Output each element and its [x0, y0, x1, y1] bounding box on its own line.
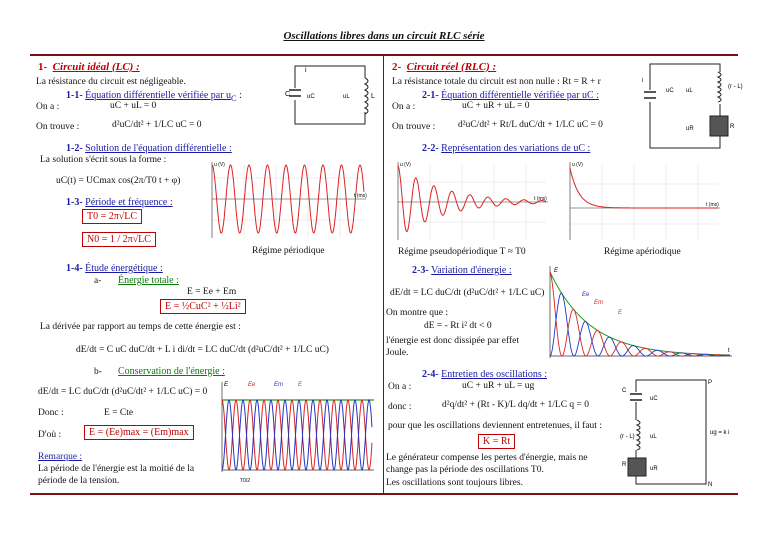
regime-aper-caption: Régime apériodique — [604, 247, 681, 257]
svg-text:t (ms): t (ms) — [706, 202, 719, 208]
ontrouve-label-rlc: On trouve : — [392, 122, 436, 132]
svg-text:uL: uL — [343, 94, 350, 100]
subsection-2-1: 2-1- Équation différentielle vérifiée par uC : — [422, 90, 599, 101]
top-rule — [30, 54, 738, 56]
svg-text:t (ms): t (ms) — [354, 193, 367, 199]
solution-text: La solution s'écrit sous la forme : — [40, 155, 167, 165]
svg-text:u (V): u (V) — [400, 162, 411, 168]
sub-b-label: b- — [94, 367, 102, 377]
svg-text:(r - L): (r - L) — [620, 434, 635, 440]
svg-text:L: L — [371, 93, 375, 100]
bottom-rule — [30, 493, 738, 495]
column-divider — [383, 56, 384, 493]
svg-text:uL: uL — [650, 434, 657, 440]
svg-text:C: C — [285, 91, 291, 98]
derivative-eq: dE/dt = C uC duC/dt + L i di/dt = LC duC/dt (d²uC/dt² + 1/LC uC) — [76, 345, 329, 355]
svg-text:(r - L): (r - L) — [728, 84, 743, 90]
subsection-2-4: 2-4- Entretien des oscillations : — [422, 369, 547, 380]
svg-text:ug = k i: ug = k i — [710, 430, 730, 436]
remarque-line-2: période de la tension. — [38, 476, 120, 486]
svg-text:E: E — [224, 382, 229, 388]
svg-text:E: E — [298, 382, 303, 388]
subsection-1-3: 1-3- Période et fréquence : — [66, 197, 173, 208]
intro-text-rlc: La résistance totale du circuit est non nulle : Rt = R + r — [392, 77, 601, 87]
pseudoperiodic-plot — [390, 158, 550, 244]
donc-label-rlc: donc : — [388, 402, 412, 412]
generator-line-3: Les oscillations sont toujours libres. — [386, 478, 523, 488]
ontrouve-label: On trouve : — [36, 122, 80, 132]
energy-decrease-eq: dE = - Rt i² dt < 0 — [424, 321, 492, 331]
svg-text:C: C — [622, 388, 627, 394]
lc-circuit-diagram — [285, 58, 381, 130]
dissipation-line-1: l'énergie est donc dissipée par effet — [386, 336, 519, 346]
damped-energy-plot — [546, 262, 738, 366]
energy-sum: E = Ee + Em — [187, 287, 237, 297]
period-box: T0 = 2π√LC — [82, 209, 142, 224]
svg-text:uR: uR — [686, 126, 694, 132]
svg-text:Em: Em — [274, 382, 283, 388]
ona-label-rlc: On a : — [392, 102, 416, 112]
page-title: Oscillations libres dans un circuit RLC série — [283, 30, 485, 42]
subsection-1-1: 1-1- Équation différentielle vérifiée par $u_C$ : — [66, 90, 242, 103]
generator-line-2: change pas la période des oscillations T0. — [386, 465, 544, 475]
dissipation-line-2: Joule. — [386, 348, 409, 358]
subsection-1-4: 1-4- Étude énergétique : — [66, 263, 163, 274]
eq-sum-rlc: uC + uR + uL = 0 — [462, 101, 530, 111]
svg-text:t: t — [728, 348, 730, 354]
svg-text:N: N — [708, 482, 713, 488]
remarque-heading: Remarque : — [38, 452, 83, 462]
svg-text:u (V): u (V) — [572, 162, 583, 168]
section-1-heading: 1- Circuit idéal (LC) : — [38, 61, 140, 73]
svg-text:T0/2: T0/2 — [240, 478, 251, 484]
sub-a-title: Énergie totale : — [118, 275, 179, 286]
eq-diff-rlc: d²uC/dt² + Rt/L duC/dt + 1/LC uC = 0 — [458, 120, 603, 130]
svg-text:E: E — [618, 310, 623, 316]
svg-text:i: i — [305, 67, 307, 74]
dou-label: D'où : — [38, 430, 62, 440]
svg-text:uC: uC — [666, 88, 674, 94]
sub-a-label: a- — [94, 276, 102, 286]
charge-diff-eq: d²q/dt² + (Rt - K)/L dq/dt + 1/LC q = 0 — [442, 400, 590, 410]
eq-sum-generator: uC + uR + uL = ug — [462, 381, 535, 391]
svg-text:t (ms): t (ms) — [534, 196, 547, 202]
svg-text:u (V): u (V) — [214, 162, 225, 168]
aperiodic-plot — [562, 158, 722, 244]
svg-text:uC: uC — [307, 94, 315, 100]
sub-b-title: Conservation de l'énergie : — [118, 366, 225, 377]
conservation-eq: dE/dt = LC duC/dt (d²uC/dt² + 1/LC uC) = 0 — [38, 387, 208, 397]
svg-text:P: P — [708, 380, 713, 386]
energy-exchange-plot — [218, 376, 378, 488]
periodic-regime-plot — [204, 158, 374, 242]
maintained-circuit-diagram — [622, 374, 738, 490]
derivative-text: La dérivée par rapport au temps de cette énergie est : — [40, 322, 241, 332]
svg-text:Ee: Ee — [248, 382, 256, 388]
energy-formula-box: E = ½CuC² + ½Li² — [160, 299, 246, 314]
montre-label: On montre que : — [386, 308, 449, 318]
svg-text:uL: uL — [686, 88, 693, 94]
intro-text: La résistance du circuit est négligeable. — [36, 77, 186, 87]
regime-periodique-caption: Régime périodique — [252, 246, 325, 256]
solution-eq: uC(t) = UCmax cos(2π/T0 t + φ) — [56, 176, 181, 186]
k-equals-rt-box: K = Rt — [478, 434, 515, 449]
ona-label: On a : — [36, 102, 60, 112]
svg-text:R: R — [730, 124, 735, 130]
svg-text:E: E — [554, 268, 559, 274]
section-2-heading: 2- Circuit réel (RLC) : — [392, 61, 497, 73]
subsection-2-2: 2-2- Représentation des variations de uC : — [422, 143, 591, 154]
svg-text:R: R — [622, 462, 627, 468]
energy-derivative-rlc: dE/dt = LC duC/dt (d²uC/dt² + 1/LC uC) — [390, 288, 545, 298]
eq-diff-lc: d²uC/dt² + 1/LC uC = 0 — [112, 120, 202, 130]
energy-constant: E = Cte — [104, 408, 134, 418]
svg-text:uR: uR — [650, 466, 658, 472]
eq-sum: uC + uL = 0 — [110, 101, 157, 111]
regime-pseudo-caption: Régime pseudopériodique T ≈ T0 — [398, 247, 526, 257]
svg-text:uC: uC — [650, 396, 658, 402]
remarque-line-1: La période de l'énergie est la moitié de la — [38, 464, 195, 474]
subsection-2-3: 2-3- Variation d'énergie : — [412, 265, 512, 276]
svg-text:i: i — [642, 78, 644, 84]
frequency-box: N0 = 1 / 2π√LC — [82, 232, 156, 247]
donc-label: Donc : — [38, 408, 64, 418]
subsection-1-2: 1-2- Solution de l'équation différentielle : — [66, 143, 232, 154]
generator-line-1: Le générateur compense les pertes d'énergie, mais ne — [386, 453, 588, 463]
maintenance-condition-text: pour que les oscillations deviennent entretenues, il faut : — [388, 421, 602, 431]
rlc-circuit-diagram — [638, 58, 743, 154]
svg-text:Em: Em — [594, 300, 603, 306]
svg-text:Ee: Ee — [582, 292, 590, 298]
ona-label-2: On a : — [388, 382, 412, 392]
energy-final-box: E = (Ee)max = (Em)max — [84, 425, 194, 440]
